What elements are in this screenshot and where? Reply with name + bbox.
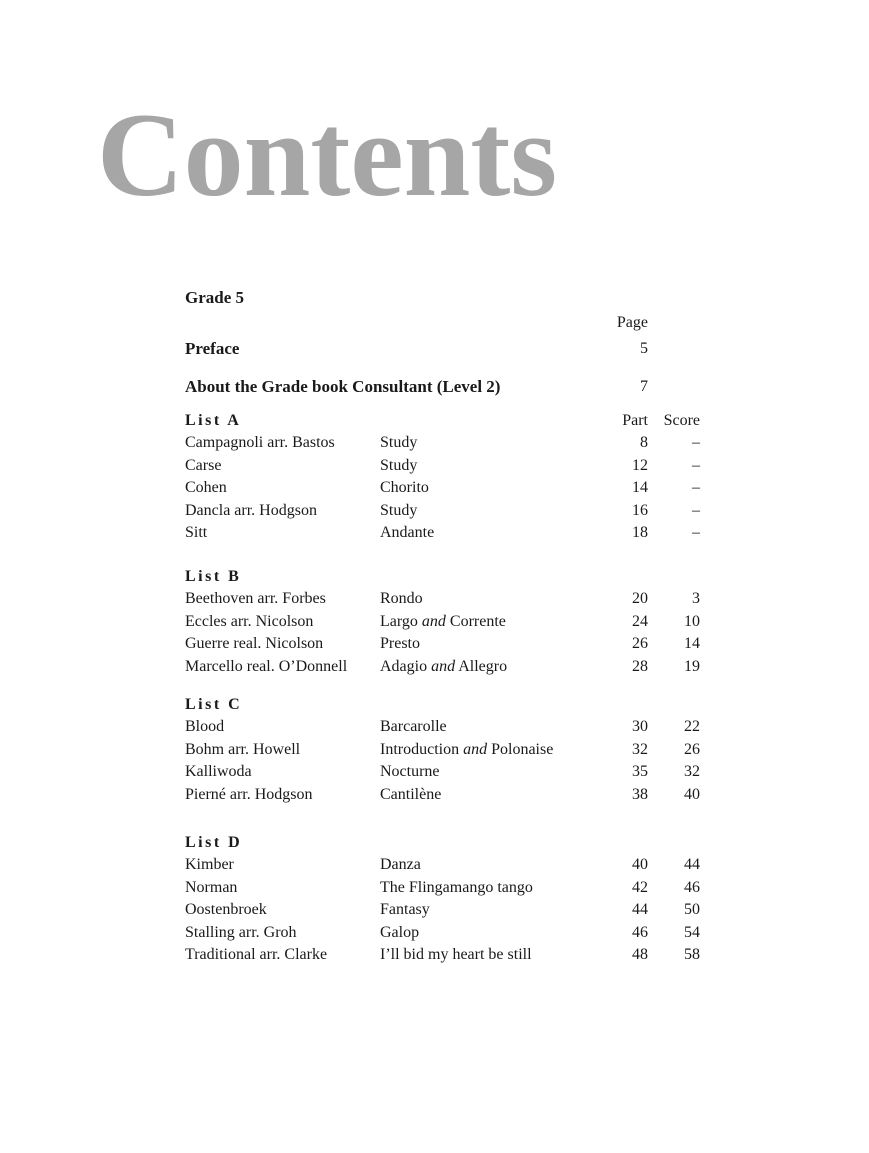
piece-title bbox=[380, 611, 506, 633]
page-title: Contents bbox=[97, 88, 558, 221]
composer-name: Blood bbox=[185, 718, 225, 736]
piece-title bbox=[380, 761, 440, 783]
toc-row bbox=[185, 854, 700, 876]
piece-title-segment: Danza bbox=[380, 856, 421, 874]
piece-title-segment: and bbox=[421, 612, 446, 630]
toc-row bbox=[185, 716, 700, 738]
piece-title bbox=[380, 922, 419, 944]
piece-title-segment: Galop bbox=[380, 923, 420, 941]
piece-title bbox=[380, 477, 429, 499]
composer-name: Sitt bbox=[185, 523, 208, 541]
part-page-number: 12 bbox=[632, 456, 648, 474]
list-header-row bbox=[185, 410, 700, 432]
score-page-number: – bbox=[692, 434, 700, 452]
toc-row bbox=[185, 477, 700, 499]
composer-name: Carse bbox=[185, 456, 222, 474]
part-page-number: 20 bbox=[632, 590, 648, 608]
toc-row bbox=[185, 922, 700, 944]
part-page-number: 46 bbox=[632, 923, 648, 941]
piece-title-segment: Polonaise bbox=[487, 740, 554, 758]
front-matter-row bbox=[185, 339, 700, 361]
part-page-number: 40 bbox=[632, 856, 648, 874]
piece-title bbox=[380, 899, 430, 921]
toc-row bbox=[185, 500, 700, 522]
piece-title-segment: Allegro bbox=[455, 657, 508, 675]
piece-title-segment: Study bbox=[380, 456, 418, 474]
piece-title bbox=[380, 522, 434, 544]
part-page-number: 28 bbox=[632, 657, 648, 675]
toc-row bbox=[185, 455, 700, 477]
piece-title-segment: Presto bbox=[380, 635, 420, 653]
toc-row bbox=[185, 784, 700, 806]
composer-name: Pierné arr. Hodgson bbox=[185, 785, 313, 803]
composer-name: Campagnoli arr. Bastos bbox=[185, 434, 335, 452]
toc-row bbox=[185, 761, 700, 783]
page-column-label: Page bbox=[616, 314, 648, 331]
score-page-number: 10 bbox=[684, 612, 700, 630]
part-page-number: 44 bbox=[632, 901, 648, 919]
piece-title-segment: Rondo bbox=[380, 590, 423, 608]
score-page-number: – bbox=[692, 456, 700, 474]
score-page-number: 3 bbox=[692, 590, 700, 608]
piece-title-segment: Nocturne bbox=[380, 763, 440, 781]
composer-name: Marcello real. O’Donnell bbox=[185, 657, 348, 675]
piece-title bbox=[380, 716, 447, 738]
contents-table bbox=[185, 0, 700, 1153]
score-page-number: 14 bbox=[684, 635, 700, 653]
piece-title-segment: Corrente bbox=[445, 612, 506, 630]
list-header-row bbox=[185, 566, 700, 588]
score-page-number: – bbox=[692, 523, 700, 541]
piece-title-segment: I’ll bid my heart be still bbox=[380, 945, 532, 963]
score-column-label: Score bbox=[663, 412, 700, 429]
part-column-label: Part bbox=[622, 412, 648, 429]
page-column-header-row bbox=[185, 315, 648, 331]
composer-name: Guerre real. Nicolson bbox=[185, 635, 324, 653]
list-heading: List D bbox=[185, 834, 243, 851]
piece-title-segment: The Flingamango tango bbox=[380, 878, 533, 896]
list-heading: List B bbox=[185, 568, 242, 585]
piece-title-segment: Study bbox=[380, 434, 418, 452]
toc-row bbox=[185, 944, 700, 966]
list-section bbox=[185, 410, 700, 544]
piece-title bbox=[380, 656, 507, 678]
composer-name: Kimber bbox=[185, 856, 234, 874]
piece-title bbox=[380, 944, 532, 966]
piece-title-segment: Study bbox=[380, 501, 418, 519]
piece-title-segment: Fantasy bbox=[380, 901, 430, 919]
part-page-number: 14 bbox=[632, 479, 648, 497]
part-page-number: 35 bbox=[632, 763, 648, 781]
composer-name: Traditional arr. Clarke bbox=[185, 945, 328, 963]
composer-name: Kalliwoda bbox=[185, 763, 252, 781]
toc-row bbox=[185, 611, 700, 633]
piece-title bbox=[380, 633, 420, 655]
toc-row bbox=[185, 877, 700, 899]
toc-row bbox=[185, 522, 700, 544]
list-heading: List C bbox=[185, 696, 243, 713]
part-page-number: 24 bbox=[632, 612, 648, 630]
part-page-number: 38 bbox=[632, 785, 648, 803]
piece-title bbox=[380, 455, 417, 477]
piece-title-segment: Andante bbox=[380, 523, 435, 541]
toc-row bbox=[185, 899, 700, 921]
part-page-number: 26 bbox=[632, 635, 648, 653]
part-page-number: 16 bbox=[632, 501, 648, 519]
piece-title bbox=[380, 500, 417, 522]
score-page-number: 19 bbox=[684, 657, 700, 675]
composer-name: Norman bbox=[185, 878, 238, 896]
part-page-number: 48 bbox=[632, 945, 648, 963]
piece-title-segment: Cantilène bbox=[380, 785, 442, 803]
toc-row bbox=[185, 656, 700, 678]
score-page-number: 50 bbox=[684, 901, 700, 919]
composer-name: Oostenbroek bbox=[185, 901, 267, 919]
piece-title bbox=[380, 739, 553, 761]
piece-title bbox=[380, 877, 533, 899]
list-heading: List A bbox=[185, 412, 242, 429]
score-page-number: 54 bbox=[684, 923, 700, 941]
piece-title-segment: Chorito bbox=[380, 479, 429, 497]
list-header-row bbox=[185, 832, 700, 854]
score-page-number: 40 bbox=[684, 785, 700, 803]
composer-name: Eccles arr. Nicolson bbox=[185, 612, 314, 630]
composer-name: Stalling arr. Groh bbox=[185, 923, 297, 941]
score-page-number: – bbox=[692, 479, 700, 497]
piece-title-segment: Largo bbox=[380, 612, 422, 630]
list-section bbox=[185, 694, 700, 806]
toc-row bbox=[185, 633, 700, 655]
composer-name: Bohm arr. Howell bbox=[185, 740, 301, 758]
front-matter-page-number: 7 bbox=[640, 378, 648, 395]
list-section bbox=[185, 566, 700, 678]
part-page-number: 30 bbox=[632, 718, 648, 736]
composer-name: Cohen bbox=[185, 479, 227, 497]
front-matter-page-number: 5 bbox=[640, 340, 648, 357]
score-page-number: 26 bbox=[684, 740, 700, 758]
grade-heading: Grade 5 bbox=[185, 288, 245, 307]
toc-row bbox=[185, 739, 700, 761]
list-header-row bbox=[185, 694, 700, 716]
part-page-number: 18 bbox=[632, 523, 648, 541]
piece-title-segment: Barcarolle bbox=[380, 718, 447, 736]
score-page-number: – bbox=[692, 501, 700, 519]
list-section bbox=[185, 832, 700, 966]
toc-row bbox=[185, 432, 700, 454]
front-matter-label: About the Grade book Consultant (Level 2) bbox=[185, 377, 501, 396]
front-matter-row bbox=[185, 377, 700, 399]
piece-title bbox=[380, 432, 417, 454]
composer-name: Dancla arr. Hodgson bbox=[185, 501, 317, 519]
piece-title-segment: Introduction bbox=[380, 740, 464, 758]
part-page-number: 42 bbox=[632, 878, 648, 896]
part-page-number: 8 bbox=[640, 434, 648, 452]
piece-title bbox=[380, 588, 423, 610]
part-page-number: 32 bbox=[632, 740, 648, 758]
score-page-number: 46 bbox=[684, 878, 700, 896]
piece-title-segment: and bbox=[431, 657, 456, 675]
front-matter-label: Preface bbox=[185, 339, 240, 358]
score-page-number: 32 bbox=[684, 763, 700, 781]
piece-title-segment: Adagio bbox=[380, 657, 432, 675]
score-page-number: 58 bbox=[684, 945, 700, 963]
piece-title bbox=[380, 854, 421, 876]
toc-row bbox=[185, 588, 700, 610]
score-page-number: 22 bbox=[684, 718, 700, 736]
composer-name: Beethoven arr. Forbes bbox=[185, 590, 326, 608]
piece-title-segment: and bbox=[463, 740, 488, 758]
score-page-number: 44 bbox=[684, 856, 700, 874]
piece-title bbox=[380, 784, 441, 806]
